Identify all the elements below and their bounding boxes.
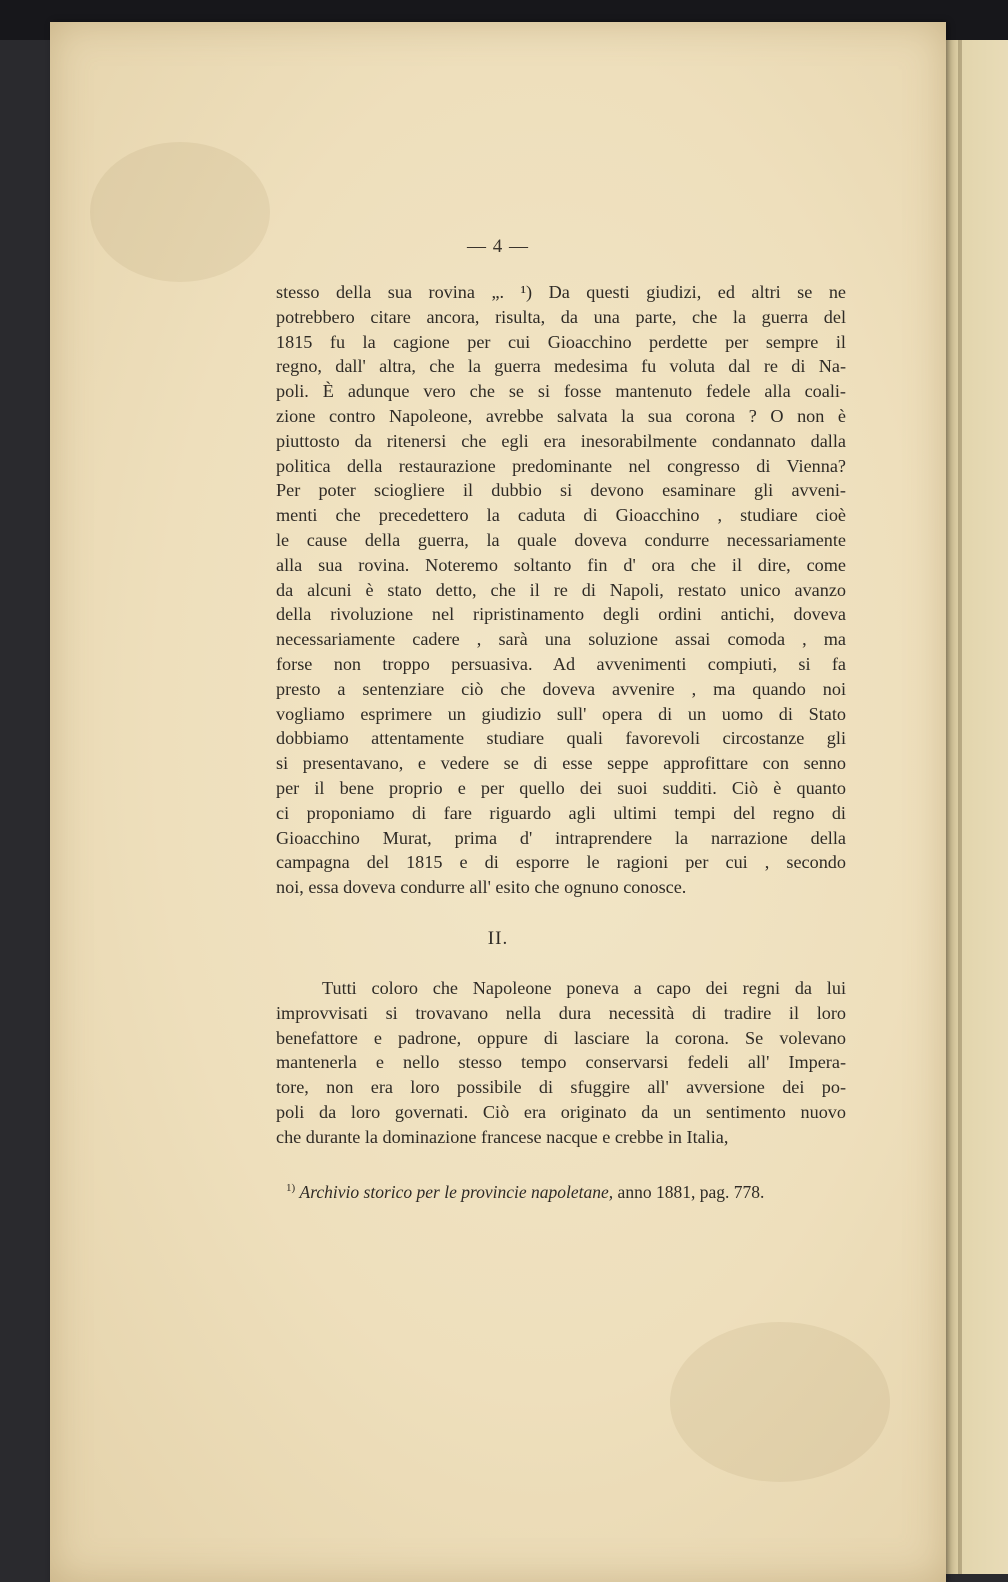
text-line: si presentavano, e vedere se di esse seppe approfittare con senno <box>276 753 846 774</box>
footnote-source: Archivio storico per le provincie napoletane, <box>299 1182 614 1202</box>
text-line: campagna del 1815 e di esporre le ragioni per cui , secondo <box>276 852 846 873</box>
text-line: mantenerla e nello stesso tempo conservarsi fedeli all' Impera- <box>276 1052 846 1073</box>
document-page <box>50 22 946 1582</box>
text-line: piuttosto da ritenersi che egli era inesorabilmente condannato dalla <box>276 430 846 451</box>
footnote-detail: anno 1881, pag. 778. <box>613 1182 765 1202</box>
text-line: vogliamo esprimere un giudizio sull' opera di un uomo di Stato <box>276 703 846 724</box>
text-line: da alcuni è stato detto, che il re di Napoli, restato unico avanzo <box>276 579 846 600</box>
text-line: politica della restaurazione predominante nel congresso di Vienna? <box>276 455 846 476</box>
text-line: tore, non era loro possibile di sfuggire all' avversione dei po- <box>276 1077 846 1098</box>
text-line: improvvisati si trovavano nella dura necessità di tradire il loro <box>276 1002 846 1023</box>
paragraph-1 <box>276 280 846 900</box>
adjacent-page-shadow <box>958 40 962 1574</box>
text-line: Tutti coloro che Napoleone poneva a capo dei regni da lui <box>322 978 846 998</box>
text-line: le cause della guerra, la quale doveva condurre necessariamente <box>276 529 846 550</box>
text-line: della rivoluzione nel ripristinamento degli ordini antichi, doveva <box>276 604 846 625</box>
text-line: zione contro Napoleone, avrebbe salvata la sua corona ? O non è <box>276 405 846 426</box>
text-line: che durante la dominazione francese nacque e crebbe in Italia, <box>276 1126 729 1147</box>
page-number: — 4 — <box>467 236 529 257</box>
text-line: forse non troppo persuasiva. Ad avvenimenti compiuti, si fa <box>276 653 846 674</box>
adjacent-page-edge <box>940 40 1008 1574</box>
text-line: benefattore e padrone, oppure di lasciare la corona. Se volevano <box>276 1027 846 1048</box>
text-line: stesso della sua rovina „. ¹) Da questi giudizi, ed altri se ne <box>276 282 846 302</box>
text-line: poli. È adunque vero che se si fosse mantenuto fedele alla coali- <box>276 381 846 402</box>
text-line: dobbiamo attentamente studiare quali favorevoli circostanze gli <box>276 728 846 749</box>
text-line: presto a sentenziare ciò che doveva avvenire , ma quando noi <box>276 678 846 699</box>
paper-stain <box>670 1322 890 1482</box>
footnote <box>286 1182 846 1203</box>
paper-stain <box>90 142 270 282</box>
footnote-marker: 1) <box>286 1182 296 1195</box>
text-line: 1815 fu la cagione per cui Gioacchino perdette per sempre il <box>276 331 846 352</box>
text-line: regno, dall' altra, che la guerra medesima fu voluta dal re di Na- <box>276 356 846 377</box>
text-line: noi, essa doveva condurre all' esito che ognuno conosce. <box>276 877 687 898</box>
text-line: Per poter sciogliere il dubbio si devono esaminare gli avveni- <box>276 480 846 501</box>
text-line: necessariamente cadere , sarà una soluzione assai comoda , ma <box>276 629 846 650</box>
text-line: alla sua rovina. Noteremo soltanto fin d' ora che il dire, come <box>276 554 846 575</box>
footnote-rule <box>276 1160 846 1161</box>
text-line: poli da loro governati. Ciò era originato da un sentimento nuovo <box>276 1101 846 1122</box>
text-line: menti che precedettero la caduta di Gioacchino , studiare cioè <box>276 505 846 526</box>
text-line: ci proponiamo di fare riguardo agli ultimi tempi del regno di <box>276 802 846 823</box>
text-line: per il bene proprio e per quello dei suoi sudditi. Ciò è quanto <box>276 777 846 798</box>
text-line: Gioacchino Murat, prima d' intraprendere la narrazione della <box>276 827 846 848</box>
text-line: potrebbero citare ancora, risulta, da una parte, che la guerra del <box>276 306 846 327</box>
section-heading: II. <box>487 928 509 949</box>
paragraph-2 <box>276 976 846 1150</box>
